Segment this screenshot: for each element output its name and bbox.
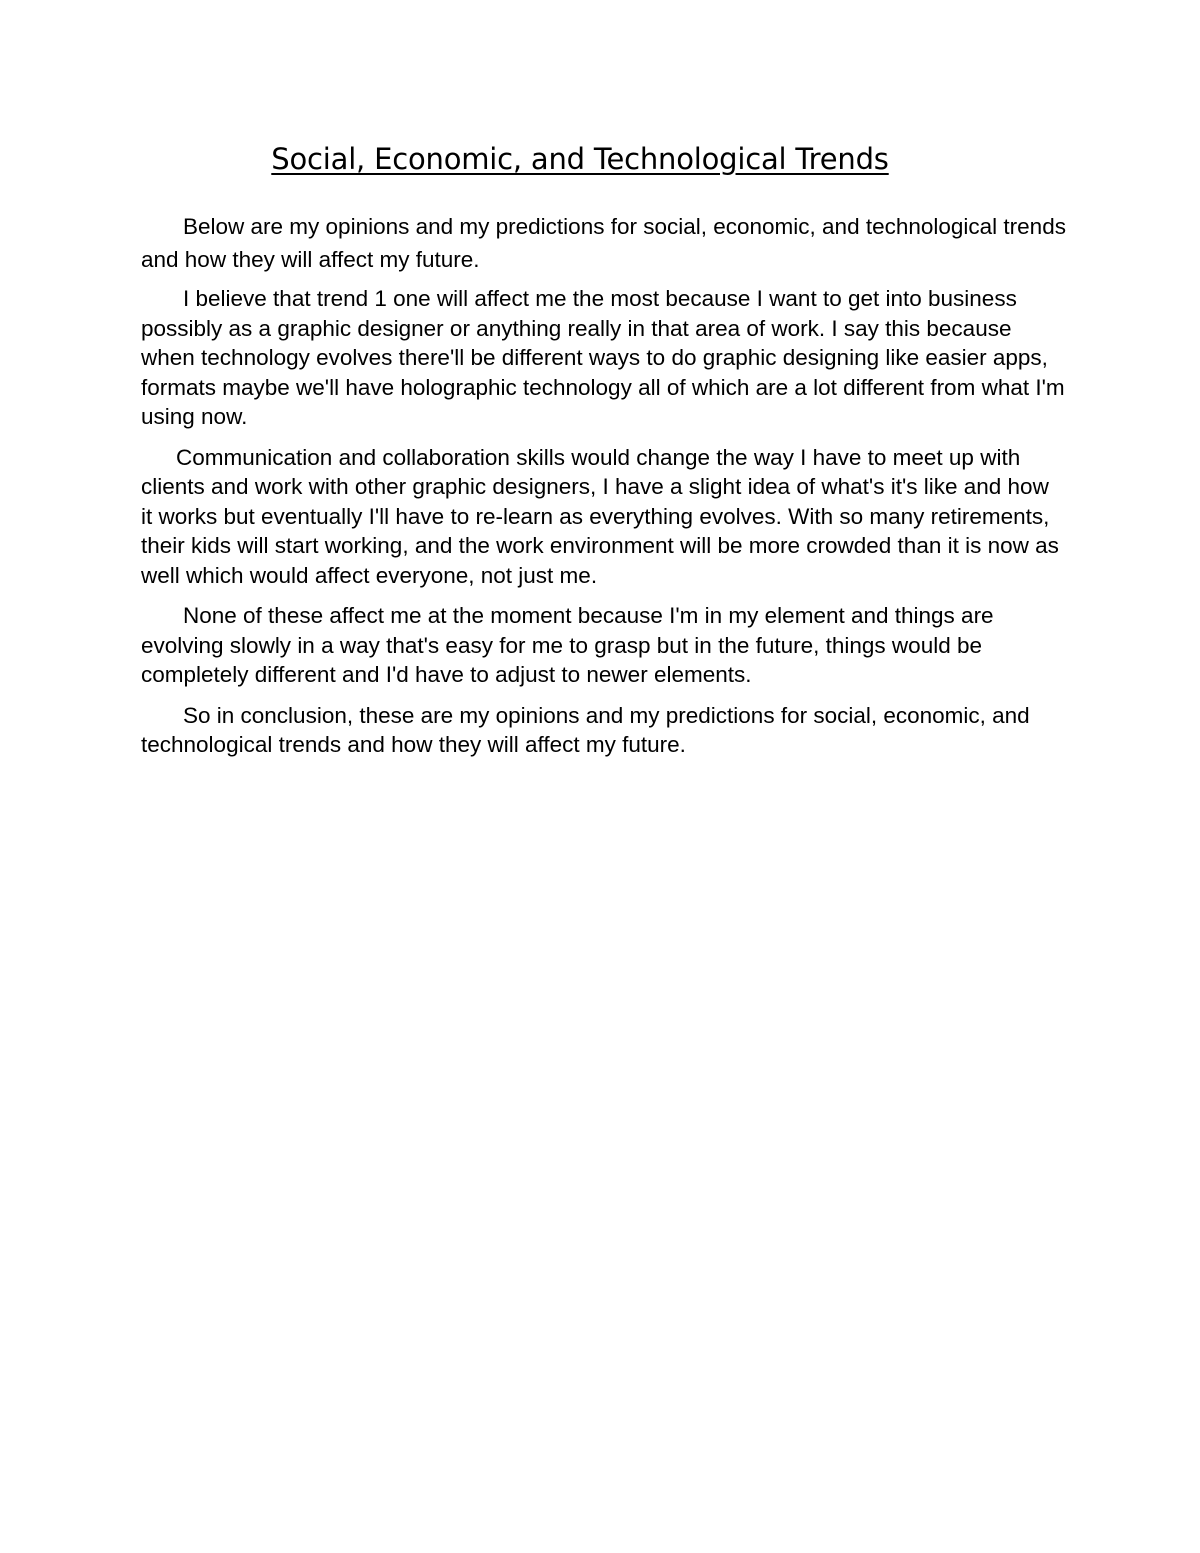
document-body xyxy=(141,210,1066,771)
paragraph-conclusion: So in conclusion, these are my opinions and my predictions for social, economic, and technological trends and how they will affect my future. xyxy=(141,702,1030,757)
paragraph-intro: Below are my opinions and my predictions for social, economic, and technological trends and how they will affect my future. xyxy=(141,214,1066,272)
document-title: Social, Economic, and Technological Trends xyxy=(271,142,889,176)
paragraph-current-effect: None of these affect me at the moment because I'm in my element and things are evolving slowly in a way that's easy for me to grasp but in the future, things would be completely different and I'd have to adjust to newer elements. xyxy=(141,603,994,687)
paragraph-trend-one: I believe that trend 1 one will affect me the most because I want to get into business possibly as a graphic designer or anything really in that area of work. I say this because when technology evolves there'll be different ways to do graphic designing like easier apps, formats maybe we'll have holographic technology all of which are a lot different from what I'm using now. xyxy=(141,286,1065,429)
paragraph-communication: Communication and collaboration skills would change the way I have to meet up with clients and work with other graphic designers, I have a slight idea of what's it's like and how it works but eventually I'll have to re-learn as everything evolves. With so many retirements, their kids will start working, and the work environment will be more crowded than it is now as well which would affect everyone, not just me. xyxy=(141,444,1059,588)
